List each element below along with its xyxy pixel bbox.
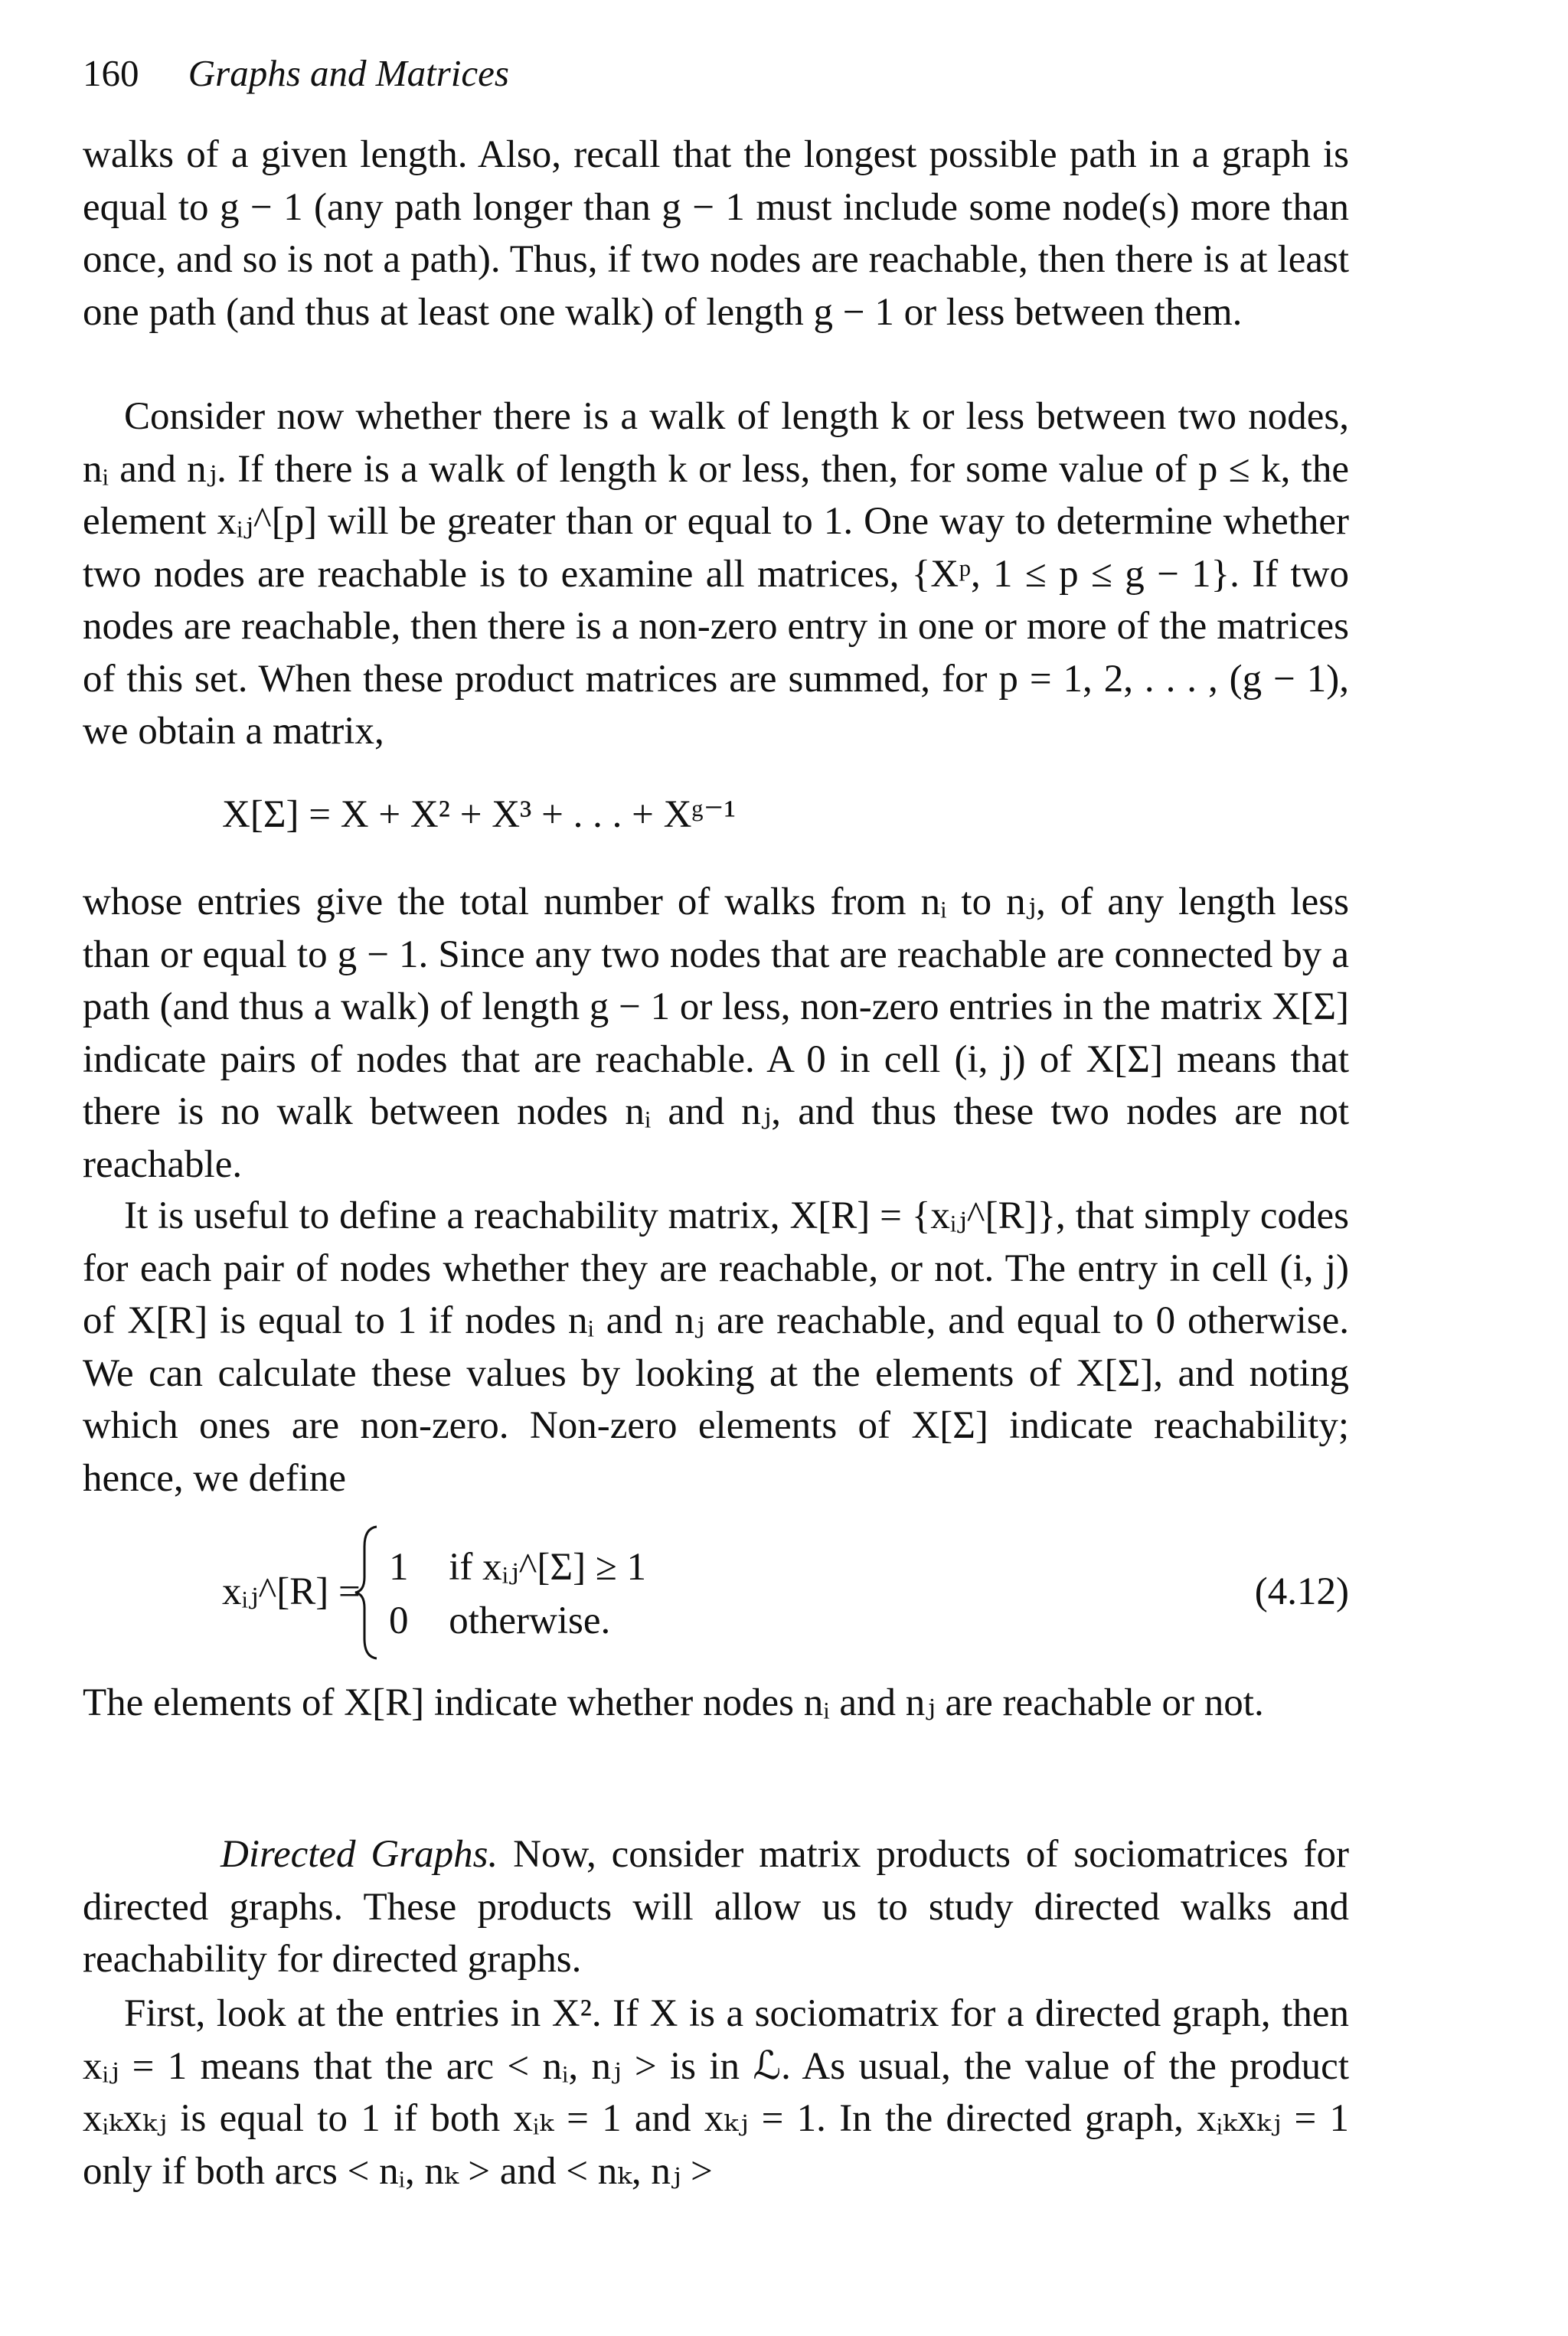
paragraph-total-walks: whose entries give the total number of walks from nᵢ to nⱼ, of any length less than or equal to g − 1. Since any two nodes that are reachable are connected by a path (and thus a walk) of length g − 1 or less, non-zero entries in the matrix X[Σ] indicate pairs of nodes that are reachable. A 0 in cell (i, j) of X[Σ] means that there is no walk between nodes nᵢ and nⱼ, and thus these two nodes are not reachable.	[83, 880, 1349, 1186]
case-row-1	[389, 1540, 646, 1594]
equation-412-lhs: xᵢⱼ^[R] =	[222, 1570, 361, 1613]
case-brace	[351, 1524, 381, 1661]
case-2-value: 0	[389, 1599, 409, 1642]
equation-412-cases	[389, 1540, 646, 1648]
case-2-condition: otherwise.	[449, 1599, 611, 1642]
running-header	[83, 47, 509, 100]
page-number: 160	[83, 52, 139, 94]
equation-sum-matrix: X[Σ] = X + X² + X³ + . . . + Xᵍ⁻¹	[222, 793, 736, 836]
paragraph-directed-graphs	[83, 1828, 1349, 1986]
paragraph-elements-reachable: The elements of X[R] indicate whether nodes nᵢ and nⱼ are reachable or not.	[83, 1681, 1264, 1724]
paragraph-reachability-matrix: It is useful to define a reachability matrix, X[R] = {xᵢⱼ^[R]}, that simply codes for each pair of nodes whether they are reachable, or not. The entry in cell (i, j) of X[R] is equal to 1 if nodes nᵢ and nⱼ are reachable, and equal to 0 otherwise. We can calculate these values by looking at the elements of X[Σ], and noting which ones are non-zero. Non-zero elements of X[Σ] indicate reachability; hence, we define	[83, 1194, 1349, 1500]
paragraph-walks-length: walks of a given length. Also, recall that the longest possible path in a graph is equal to g − 1 (any path longer than g − 1 must include some node(s) more than once, and so is not a path). Thus, if two nodes are reachable, then there is at least one path (and thus at least one walk) of length g − 1 or less between them.	[83, 133, 1349, 334]
paragraph-walk-k: Consider now whether there is a walk of length k or less between two nodes, nᵢ and nⱼ. If there is a walk of length k or less, then, for some value of p ≤ k, the element xᵢⱼ^[p] will be greater than or equal to 1. One way to determine whether two nodes are reachable is to examine all matrices, {Xᵖ, 1 ≤ p ≤ g − 1}. If two nodes are reachable, then there is a non-zero entry in one or more of the matrices of this set. When these product matrices are summed, for p = 1, 2, . . . , (g − 1), we obtain a matrix,	[83, 395, 1349, 753]
equation-number: (4.12)	[1254, 1570, 1349, 1613]
case-1-value: 1	[389, 1546, 409, 1589]
running-title: Graphs and Matrices	[188, 52, 509, 94]
case-row-2	[389, 1594, 646, 1648]
case-1-condition: if xᵢⱼ^[Σ] ≥ 1	[449, 1546, 647, 1589]
paragraph-first-look: First, look at the entries in X². If X is a sociomatrix for a directed graph, then xᵢⱼ = 1 means that the arc < nᵢ, nⱼ > is in ℒ. As usual, the value of the product xᵢₖxₖⱼ is equal to 1 if both xᵢₖ = 1 and xₖⱼ = 1. In the directed graph, xᵢₖxₖⱼ = 1 only if both arcs < nᵢ, nₖ > and < nₖ, nⱼ >	[83, 1992, 1349, 2193]
section-lead-directed-graphs: Directed Graphs.	[220, 1833, 498, 1876]
directed-graphs-text: Now, consider matrix products of sociomatrices for directed graphs. These products will allow us to study directed walks and reachability for directed graphs.	[83, 1833, 1350, 1981]
